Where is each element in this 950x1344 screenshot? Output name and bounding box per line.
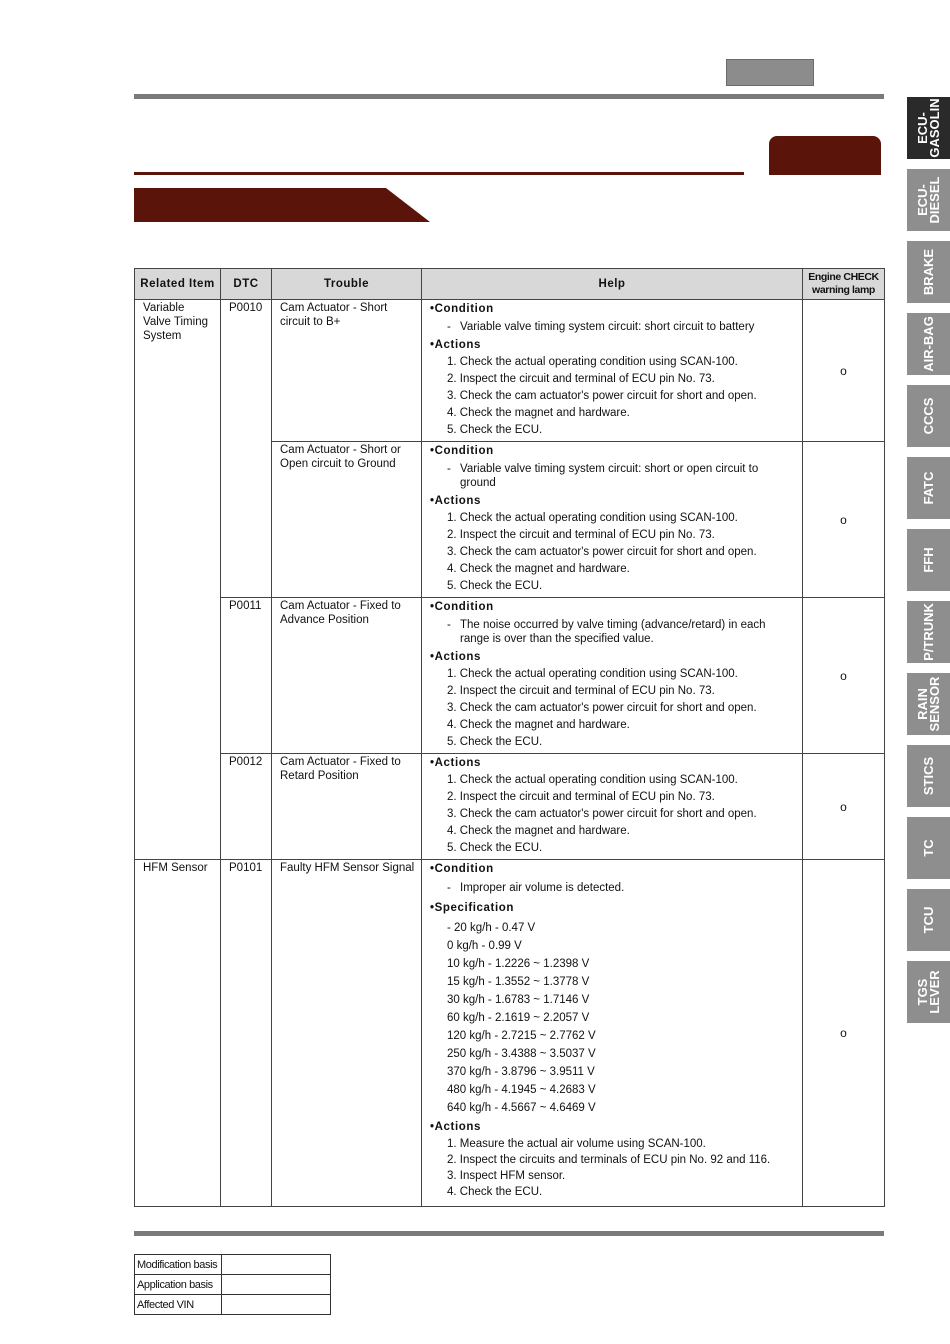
actions-heading: • Actions [430,337,796,354]
side-tab-brake[interactable]: BRAKE [907,241,950,303]
spec-item: 15 kg/h - 1.3552 ~ 1.3778 V [447,976,590,988]
side-tab-ecu-diesel[interactable]: ECU- DIESEL [907,169,950,231]
condition-text: Variable valve timing system circuit: short circuit to battery [460,321,755,333]
specification-heading: • Specification [430,900,796,917]
trouble-cell: Cam Actuator - Fixed to Retard Position [272,754,422,860]
lamp-cell: o [803,860,885,1207]
title-underline-right [769,172,881,175]
help-cell: • Condition - Variable valve timing system circuit: short circuit to battery • Actions 1. Check the actual operating condition using SCAN-100. 2. Inspect the circuit and terminal of ECU pin No. 73. 3. Check the cam actuator's power circuit for short and open. 4. Check the magnet and hardware. 5. Check the ECU. [422,300,803,442]
condition-heading: • Condition [430,599,796,616]
spec-item: 60 kg/h - 2.1619 ~ 2.2057 V [447,1012,590,1024]
modification-row [135,1295,331,1315]
chapter-tab [769,136,881,172]
spec-item: 0 kg/h - 0.99 V [447,940,522,952]
condition-heading: • Condition [430,301,796,318]
table-header-row [135,269,885,300]
help-cell: • Condition - Improper air volume is detected. • Specification - 20 kg/h - 0.47 V 0 kg/h - 0.99 V 10 kg/h - 1.2226 ~ 1.2398 V 15 kg/h - 1.3552 ~ 1.3778 V 30 kg/h - 1.6783 ~ 1.7146 V 60 kg/h - 2.1619 ~ 2.2057 V 120 kg/h - 2.7215 ~ 2.7762 V 250 kg/h - 3.4388 ~ 3.5037 V 370 kg/h - 3.8796 ~ 3.9511 V 480 kg/h - 4.1945 ~ 4.2683 V 640 kg/h - 4.5667 ~ 4.6469 V • Actions 1. Measure the actual air volume using SCAN-100. 2. Inspect the circuits and terminals of ECU pin No. 92 and 116. 3. Inspect HFM sensor. 4. Check the ECU. [422,860,803,1207]
action-item: 2. Inspect the circuit and terminal of ECU pin No. 73. [447,529,715,541]
action-item: 2. Inspect the circuits and terminals of ECU pin No. 92 and 116. [447,1154,771,1166]
action-item: 4. Check the ECU. [447,1186,543,1198]
side-tab-tgs-lever[interactable]: TGS LEVER [907,961,950,1023]
condition-text: The noise occurred by valve timing (advance/retard) in each range is over than the specified value. [460,619,766,645]
modification-row [135,1255,331,1275]
condition-text: Improper air volume is detected. [460,882,625,894]
help-cell: • Condition - The noise occurred by valve timing (advance/retard) in each range is over than the specified value. • Actions 1. Check the actual operating condition using SCAN-100. 2. Inspect the circuit and terminal of ECU pin No. 73. 3. Check the cam actuator's power circuit for short and open. 4. Check the magnet and hardware. 5. Check the ECU. [422,598,803,754]
action-item: 1. Check the actual operating condition using SCAN-100. [447,668,738,680]
col-header-dtc: DTC [221,269,272,300]
side-tab-p-trunk[interactable]: P/TRUNK [907,601,950,663]
action-item: 4. Check the magnet and hardware. [447,825,630,837]
action-item: 4. Check the magnet and hardware. [447,563,630,575]
modification-value [222,1295,331,1315]
related-item-cell: Variable Valve Timing System [135,300,221,860]
spec-item: 30 kg/h - 1.6783 ~ 1.7146 V [447,994,590,1006]
spec-item: 480 kg/h - 4.1945 ~ 4.2683 V [447,1084,596,1096]
col-header-related: Related Item [135,269,221,300]
spec-item: 370 kg/h - 3.8796 ~ 3.9511 V [447,1066,595,1078]
condition-text: Variable valve timing system circuit: short or open circuit to ground [460,463,759,489]
actions-heading: • Actions [430,493,796,510]
modification-label: Modification basis [135,1255,222,1275]
modification-row [135,1275,331,1295]
actions-heading: • Actions [430,755,796,772]
lamp-cell: o [803,300,885,442]
action-item: 5. Check the ECU. [447,736,543,748]
trouble-cell: Cam Actuator - Short or Open circuit to Ground [272,442,422,598]
action-item: 3. Inspect HFM sensor. [447,1170,566,1182]
spec-item: 250 kg/h - 3.4388 ~ 3.5037 V [447,1048,596,1060]
side-tab-cccs[interactable]: CCCS [907,385,950,447]
spec-item: 10 kg/h - 1.2226 ~ 1.2398 V [447,958,590,970]
dtc-cell: P0011 [221,598,272,754]
action-item: 1. Check the actual operating condition using SCAN-100. [447,774,738,786]
actions-heading: • Actions [430,649,796,666]
related-item-cell: HFM Sensor [135,860,221,1207]
modification-value [222,1255,331,1275]
side-tab-stics[interactable]: STICS [907,745,950,807]
lamp-cell: o [803,598,885,754]
header-gray-box [726,59,814,86]
help-cell [422,754,803,860]
action-item: 2. Inspect the circuit and terminal of ECU pin No. 73. [447,685,715,697]
dtc-cell: P0101 [221,860,272,1207]
action-item: 4. Check the magnet and hardware. [447,719,630,731]
spec-item: - 20 kg/h - 0.47 V [447,922,536,934]
action-item: 5. Check the ECU. [447,424,543,436]
modification-table [134,1254,331,1315]
action-item: 4. Check the magnet and hardware. [447,407,630,419]
modification-label: Affected VIN [135,1295,222,1315]
side-tab-rain-sensor[interactable]: RAIN SENSOR [907,673,950,735]
col-header-lamp: Engine CHECK warning lamp [803,269,885,300]
trouble-cell: Cam Actuator - Short circuit to B+ [272,300,422,442]
side-tab-air-bag[interactable]: AIR-BAG [907,313,950,375]
condition-heading: • Condition [430,861,796,878]
action-item: 2. Inspect the circuit and terminal of ECU pin No. 73. [447,373,715,385]
action-item: 5. Check the ECU. [447,580,543,592]
side-tab-ffh[interactable]: FFH [907,529,950,591]
action-item: 3. Check the cam actuator's power circuit for short and open. [447,808,757,820]
action-item: 3. Check the cam actuator's power circuit for short and open. [447,390,757,402]
actions-heading: • Actions [430,1119,796,1136]
action-item: 3. Check the cam actuator's power circuit for short and open. [447,702,757,714]
dtc-table [134,268,885,1207]
table-row [135,598,885,754]
table-row [135,754,885,860]
action-item: 2. Inspect the circuit and terminal of ECU pin No. 73. [447,791,715,803]
side-tab-tcu[interactable]: TCU [907,889,950,951]
footer-rule [134,1231,884,1236]
dtc-cell: P0010 [221,300,272,598]
action-item: 1. Check the actual operating condition using SCAN-100. [447,356,738,368]
help-cell: • Condition - Variable valve timing system circuit: short or open circuit to ground • Actions 1. Check the actual operating condition using SCAN-100. 2. Inspect the circuit and terminal of ECU pin No. 73. 3. Check the cam actuator's power circuit for short and open. 4. Check the magnet and hardware. 5. Check the ECU. [422,442,803,598]
table-row [135,300,885,442]
header-rule [134,94,884,99]
trouble-cell: Cam Actuator - Fixed to Advance Position [272,598,422,754]
trouble-cell: Faulty HFM Sensor Signal [272,860,422,1207]
side-tab-ecu-gasolin[interactable]: ECU- GASOLIN [907,97,950,159]
section-band [134,188,430,222]
side-tab-fatc[interactable]: FATC [907,457,950,519]
condition-heading: • Condition [430,443,796,460]
modification-label: Application basis [135,1275,222,1295]
action-item: 5. Check the ECU. [447,842,543,854]
lamp-cell: o [803,442,885,598]
modification-value [222,1275,331,1295]
table-row [135,860,885,1207]
spec-item: 120 kg/h - 2.7215 ~ 2.7762 V [447,1030,596,1042]
dtc-cell: P0012 [221,754,272,860]
col-header-trouble: Trouble [272,269,422,300]
action-item: 1. Measure the actual air volume using SCAN-100. [447,1138,706,1150]
title-underline [134,172,744,175]
lamp-cell: o [803,754,885,860]
side-tab-tc[interactable]: TC [907,817,950,879]
action-item: 1. Check the actual operating condition using SCAN-100. [447,512,738,524]
action-item: 3. Check the cam actuator's power circuit for short and open. [447,546,757,558]
spec-item: 640 kg/h - 4.5667 ~ 4.6469 V [447,1102,596,1114]
col-header-help: Help [422,269,803,300]
